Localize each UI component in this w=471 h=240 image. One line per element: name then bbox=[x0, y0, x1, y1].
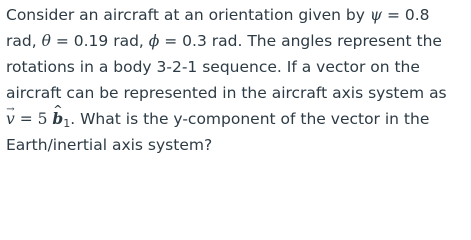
psi-value: = 0.8 bbox=[382, 6, 430, 24]
question-line-1 bbox=[6, 2, 469, 28]
line-3-text: rotations in a body 3-2-1 sequence. If a vector on the bbox=[6, 58, 420, 76]
psi-symbol: ψ bbox=[369, 6, 383, 24]
line-5-rest: . What is the y-component of the vector in the bbox=[70, 110, 430, 128]
phi-value: = 0.3 rad. The angles represent the bbox=[159, 32, 442, 50]
question-text bbox=[6, 2, 469, 158]
theta-symbol: θ bbox=[41, 32, 51, 50]
basis-subscript: 1 bbox=[63, 117, 71, 130]
line-4-text: aircraft can be represented in the aircraft axis system as bbox=[6, 84, 447, 102]
question-line-5 bbox=[6, 106, 469, 132]
line-1-text: Consider an aircraft at an orientation given by bbox=[6, 6, 370, 24]
theta-value: = 0.19 rad, bbox=[50, 32, 149, 50]
vector-equation: = 5 bbox=[14, 110, 53, 128]
question-line-4 bbox=[6, 80, 469, 106]
line-2-prefix: rad, bbox=[6, 32, 42, 50]
question-line-3 bbox=[6, 54, 469, 80]
question-line-6 bbox=[6, 132, 469, 158]
line-6-text: Earth/inertial axis system? bbox=[6, 136, 213, 154]
vector-v-symbol: → v bbox=[6, 106, 15, 132]
phi-symbol: ϕ bbox=[148, 32, 160, 50]
basis-b-symbol: ^ b bbox=[52, 106, 63, 132]
question-line-2 bbox=[6, 28, 469, 54]
